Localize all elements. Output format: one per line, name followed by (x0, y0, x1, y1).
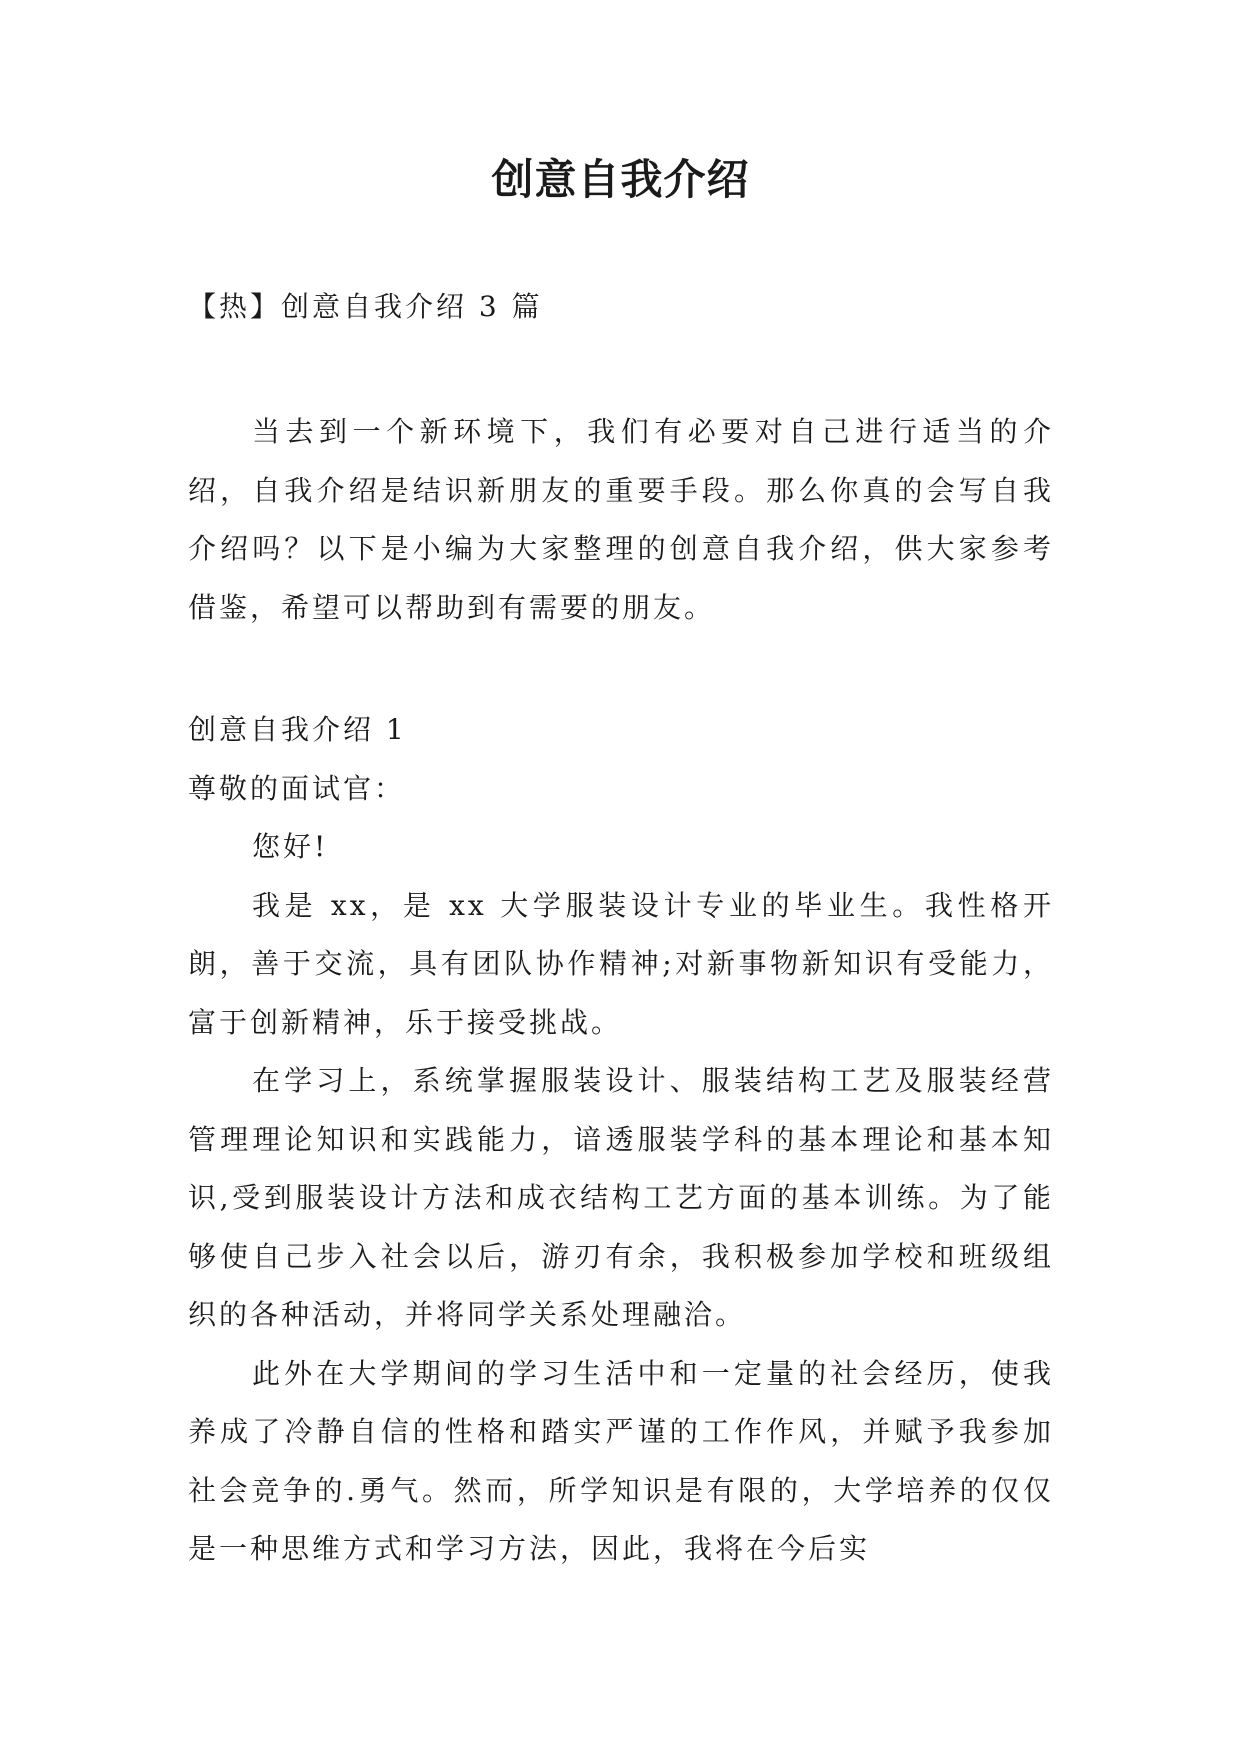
body-paragraph: 在学习上，系统掌握服装设计、服装结构工艺及服装经营管理理论知识和实践能力，谙透服装学科的基本理论和基本知识,受到服装设计方法和成衣结构工艺方面的基本训练。为了能够使自己步入社会以后，游刃有余，我积极参加学校和班级组织的各种活动，并将同学关系处理融洽。 (188, 1064, 1054, 1331)
body-paragraph: 此外在大学期间的学习生活中和一定量的社会经历，使我养成了冷静自信的性格和踏实严谨的工作作风，并赋予我参加社会竞争的.勇气。然而，所学知识是有限的，大学培养的仅仅是一种思维方式和学习方法，因此，我将在今后实 (188, 1356, 1054, 1565)
document-subtitle: 【热】创意自我介绍 3 篇 (188, 290, 543, 323)
document-title: 创意自我介绍 (491, 155, 750, 204)
section-1 (188, 701, 1054, 1579)
body-paragraph: 我是 xx，是 xx 大学服装设计专业的毕业生。我性格开朗，善于交流，具有团队协作精神;对新事物新知识有受能力，富于创新精神，乐于接受挑战。 (188, 888, 1054, 1039)
greeting: 您好! (252, 830, 329, 863)
section-heading: 创意自我介绍 1 (188, 713, 407, 746)
intro-paragraph: 当去到一个新环境下，我们有必要对自己进行适当的介绍，自我介绍是结识新朋友的重要手段。那么你真的会写自我介绍吗？以下是小编为大家整理的创意自我介绍，供大家参考借鉴，希望可以帮助到有需要的朋友。 (188, 415, 1054, 624)
salutation: 尊敬的面试官： (188, 771, 406, 805)
